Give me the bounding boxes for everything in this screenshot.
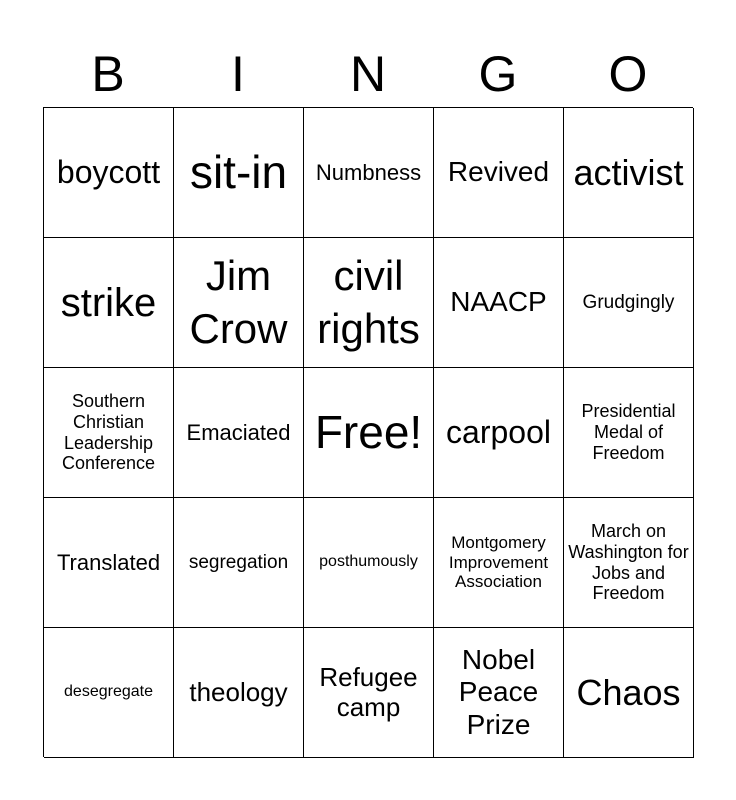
bingo-cell[interactable] [564, 368, 694, 498]
bingo-cell[interactable] [564, 628, 694, 758]
bingo-cell[interactable] [304, 498, 434, 628]
bingo-cell[interactable] [174, 238, 304, 368]
cell-text: Grudgingly [582, 291, 675, 313]
bingo-cell[interactable] [174, 628, 304, 758]
cell-text: Emaciated [186, 419, 291, 445]
bingo-cell[interactable] [174, 108, 304, 238]
bingo-cell[interactable] [304, 628, 434, 758]
bingo-header [43, 40, 693, 108]
cell-text: sit-in [189, 146, 288, 199]
cell-text: Free! [314, 406, 423, 459]
cell-text: carpool [446, 414, 551, 451]
cell-text: Nobel Peace Prize [458, 644, 539, 740]
cell-text: Southern Christian Leadership Conference [61, 391, 156, 474]
bingo-cell[interactable] [434, 628, 564, 758]
cell-text: boycott [56, 154, 161, 191]
bingo-cell[interactable] [434, 498, 564, 628]
cell-text: March on Washington for Jobs and Freedom [568, 521, 689, 604]
bingo-cell[interactable] [44, 498, 174, 628]
cell-text: theology [189, 676, 288, 707]
bingo-cell[interactable] [174, 368, 304, 498]
header-letter-o: O [608, 46, 648, 102]
cell-text: Translated [56, 549, 161, 575]
cell-text: activist [573, 151, 684, 193]
cell-text: Refugee camp [319, 661, 418, 722]
bingo-cell[interactable] [434, 368, 564, 498]
header-letter-i: I [231, 46, 245, 102]
header-letter-g: G [478, 46, 518, 102]
bingo-cell[interactable] [434, 238, 564, 368]
bingo-cell[interactable] [304, 238, 434, 368]
bingo-cell[interactable] [564, 108, 694, 238]
header-letter-n: N [349, 46, 387, 102]
cell-text: Numbness [315, 159, 422, 185]
cell-text: Montgomery Improvement Association [448, 533, 549, 592]
bingo-cell[interactable] [434, 108, 564, 238]
cell-text: posthumously [319, 553, 418, 571]
cell-text: segregation [188, 551, 289, 573]
bingo-cell[interactable] [44, 108, 174, 238]
header-letter-b: B [91, 46, 125, 102]
bingo-cell[interactable] [174, 498, 304, 628]
cell-text: Revived [447, 156, 550, 188]
cell-text: civil rights [317, 252, 420, 352]
bingo-cell[interactable] [564, 498, 694, 628]
cell-text: desegregate [64, 683, 153, 701]
cell-text: strike [60, 280, 157, 325]
cell-text: NAACP [450, 286, 547, 318]
cell-text: Chaos [576, 671, 681, 713]
bingo-board [43, 107, 693, 757]
bingo-cell[interactable] [44, 368, 174, 498]
cell-text: Jim Crow [189, 252, 288, 352]
cell-text: Presidential Medal of Freedom [581, 401, 676, 463]
bingo-cell[interactable] [44, 238, 174, 368]
bingo-cell[interactable] [304, 108, 434, 238]
bingo-cell[interactable] [564, 238, 694, 368]
free-space[interactable] [304, 368, 434, 498]
bingo-cell[interactable] [44, 628, 174, 758]
